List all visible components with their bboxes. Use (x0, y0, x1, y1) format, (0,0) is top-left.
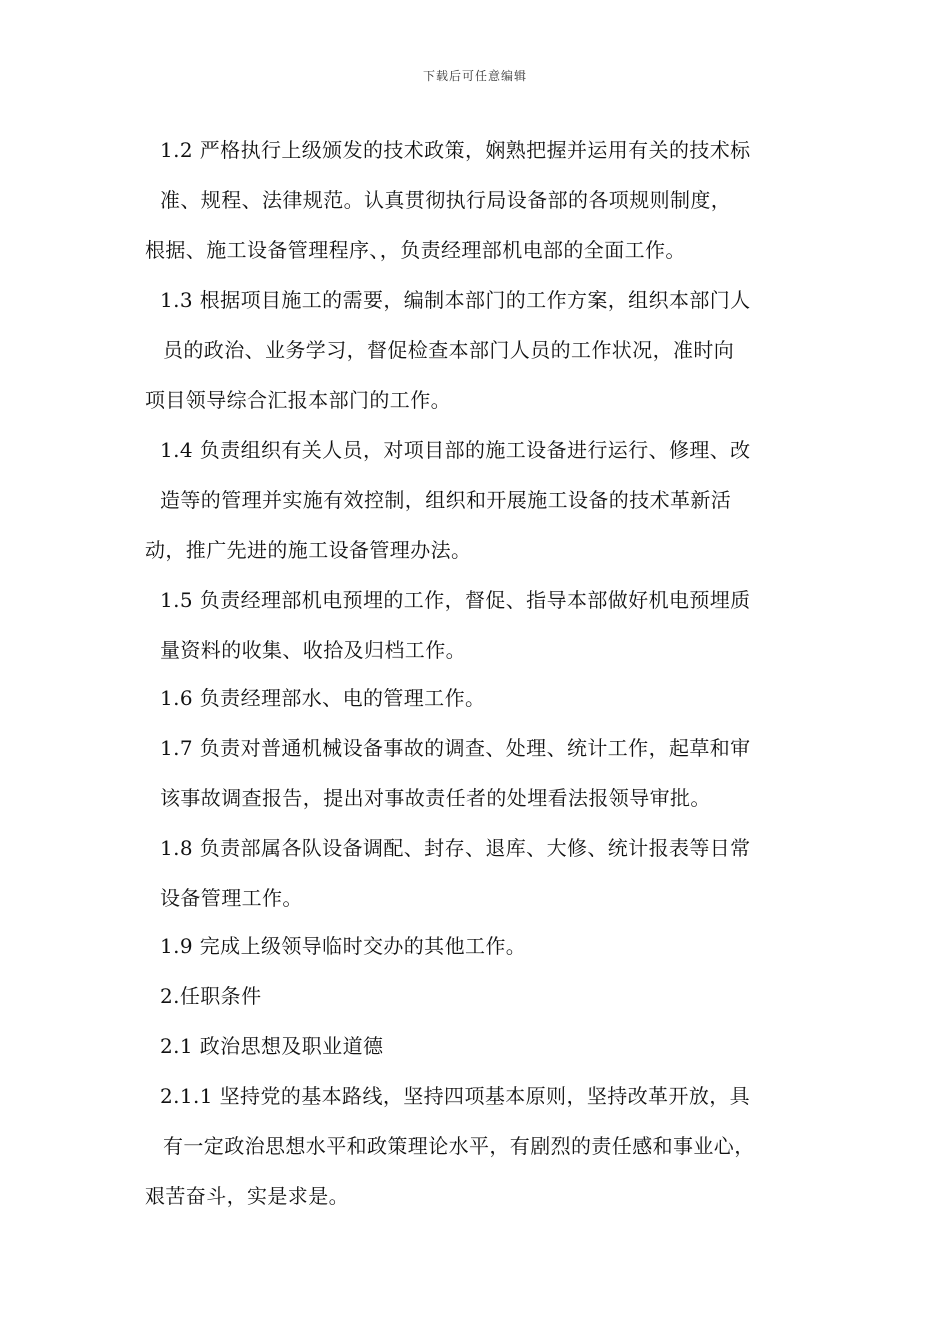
text-line: 2.1.1 坚持党的基本路线，坚持四项基本原则，坚持改革开放，具 (160, 1084, 751, 1108)
text-line: 1.2 严格执行上级颁发的技术政策，娴熟把握并运用有关的技术标 (160, 138, 751, 162)
text-line: 设备管理工作。 (160, 886, 303, 910)
text-line: 量资料的收集、收拾及归档工作。 (160, 638, 466, 662)
text-line: 根据、施工设备管理程序、，负责经理部机电部的全面工作。 (145, 238, 686, 262)
page-header: 下载后可任意编辑 (422, 69, 527, 83)
text-line: 动，推广先进的施工设备管理办法。 (145, 538, 472, 562)
text-line: 1.4 负责组织有关人员，对项目部的施工设备进行运行、修理、改 (160, 438, 751, 462)
text-line: 员的政治、业务学习，督促检查本部门人员的工作状况，准时向 (163, 338, 735, 362)
text-line: 1.5 负责经理部机电预埋的工作，督促、指导本部做好机电预埋质 (160, 588, 751, 612)
text-line: 1.9 完成上级领导临时交办的其他工作。 (160, 934, 527, 958)
text-line: 该事故调查报告，提出对事故责任者的处埋看法报领导审批。 (160, 786, 711, 810)
text-line: 1.3 根据项目施工的需要，编制本部门的工作方案，组织本部门人 (160, 288, 751, 312)
text-line: 艰苦奋斗，实是求是。 (145, 1184, 349, 1208)
text-line: 造等的管理并实施有效控制，组织和开展施工设备的技术革新活 (160, 488, 732, 512)
text-line: 项目领导综合汇报本部门的工作。 (145, 388, 451, 412)
text-line: 1.8 负责部属各队设备调配、封存、退库、大修、统计报表等日常 (160, 836, 751, 860)
section-heading: 2.任职条件 (160, 984, 262, 1008)
text-line: 有一定政治思想水平和政策理论水平，有剧烈的责任感和事业心， (163, 1134, 755, 1158)
text-line: 准、规程、法律规范。认真贯彻执行局设备部的各项规则制度， (160, 188, 732, 212)
text-line: 1.7 负责对普通机械设备事故的调查、处理、统计工作，起草和审 (160, 736, 751, 760)
text-line: 1.6 负责经理部水、电的管理工作。 (160, 686, 486, 710)
subsection-heading: 2.1 政治思想及职业道德 (160, 1034, 384, 1058)
